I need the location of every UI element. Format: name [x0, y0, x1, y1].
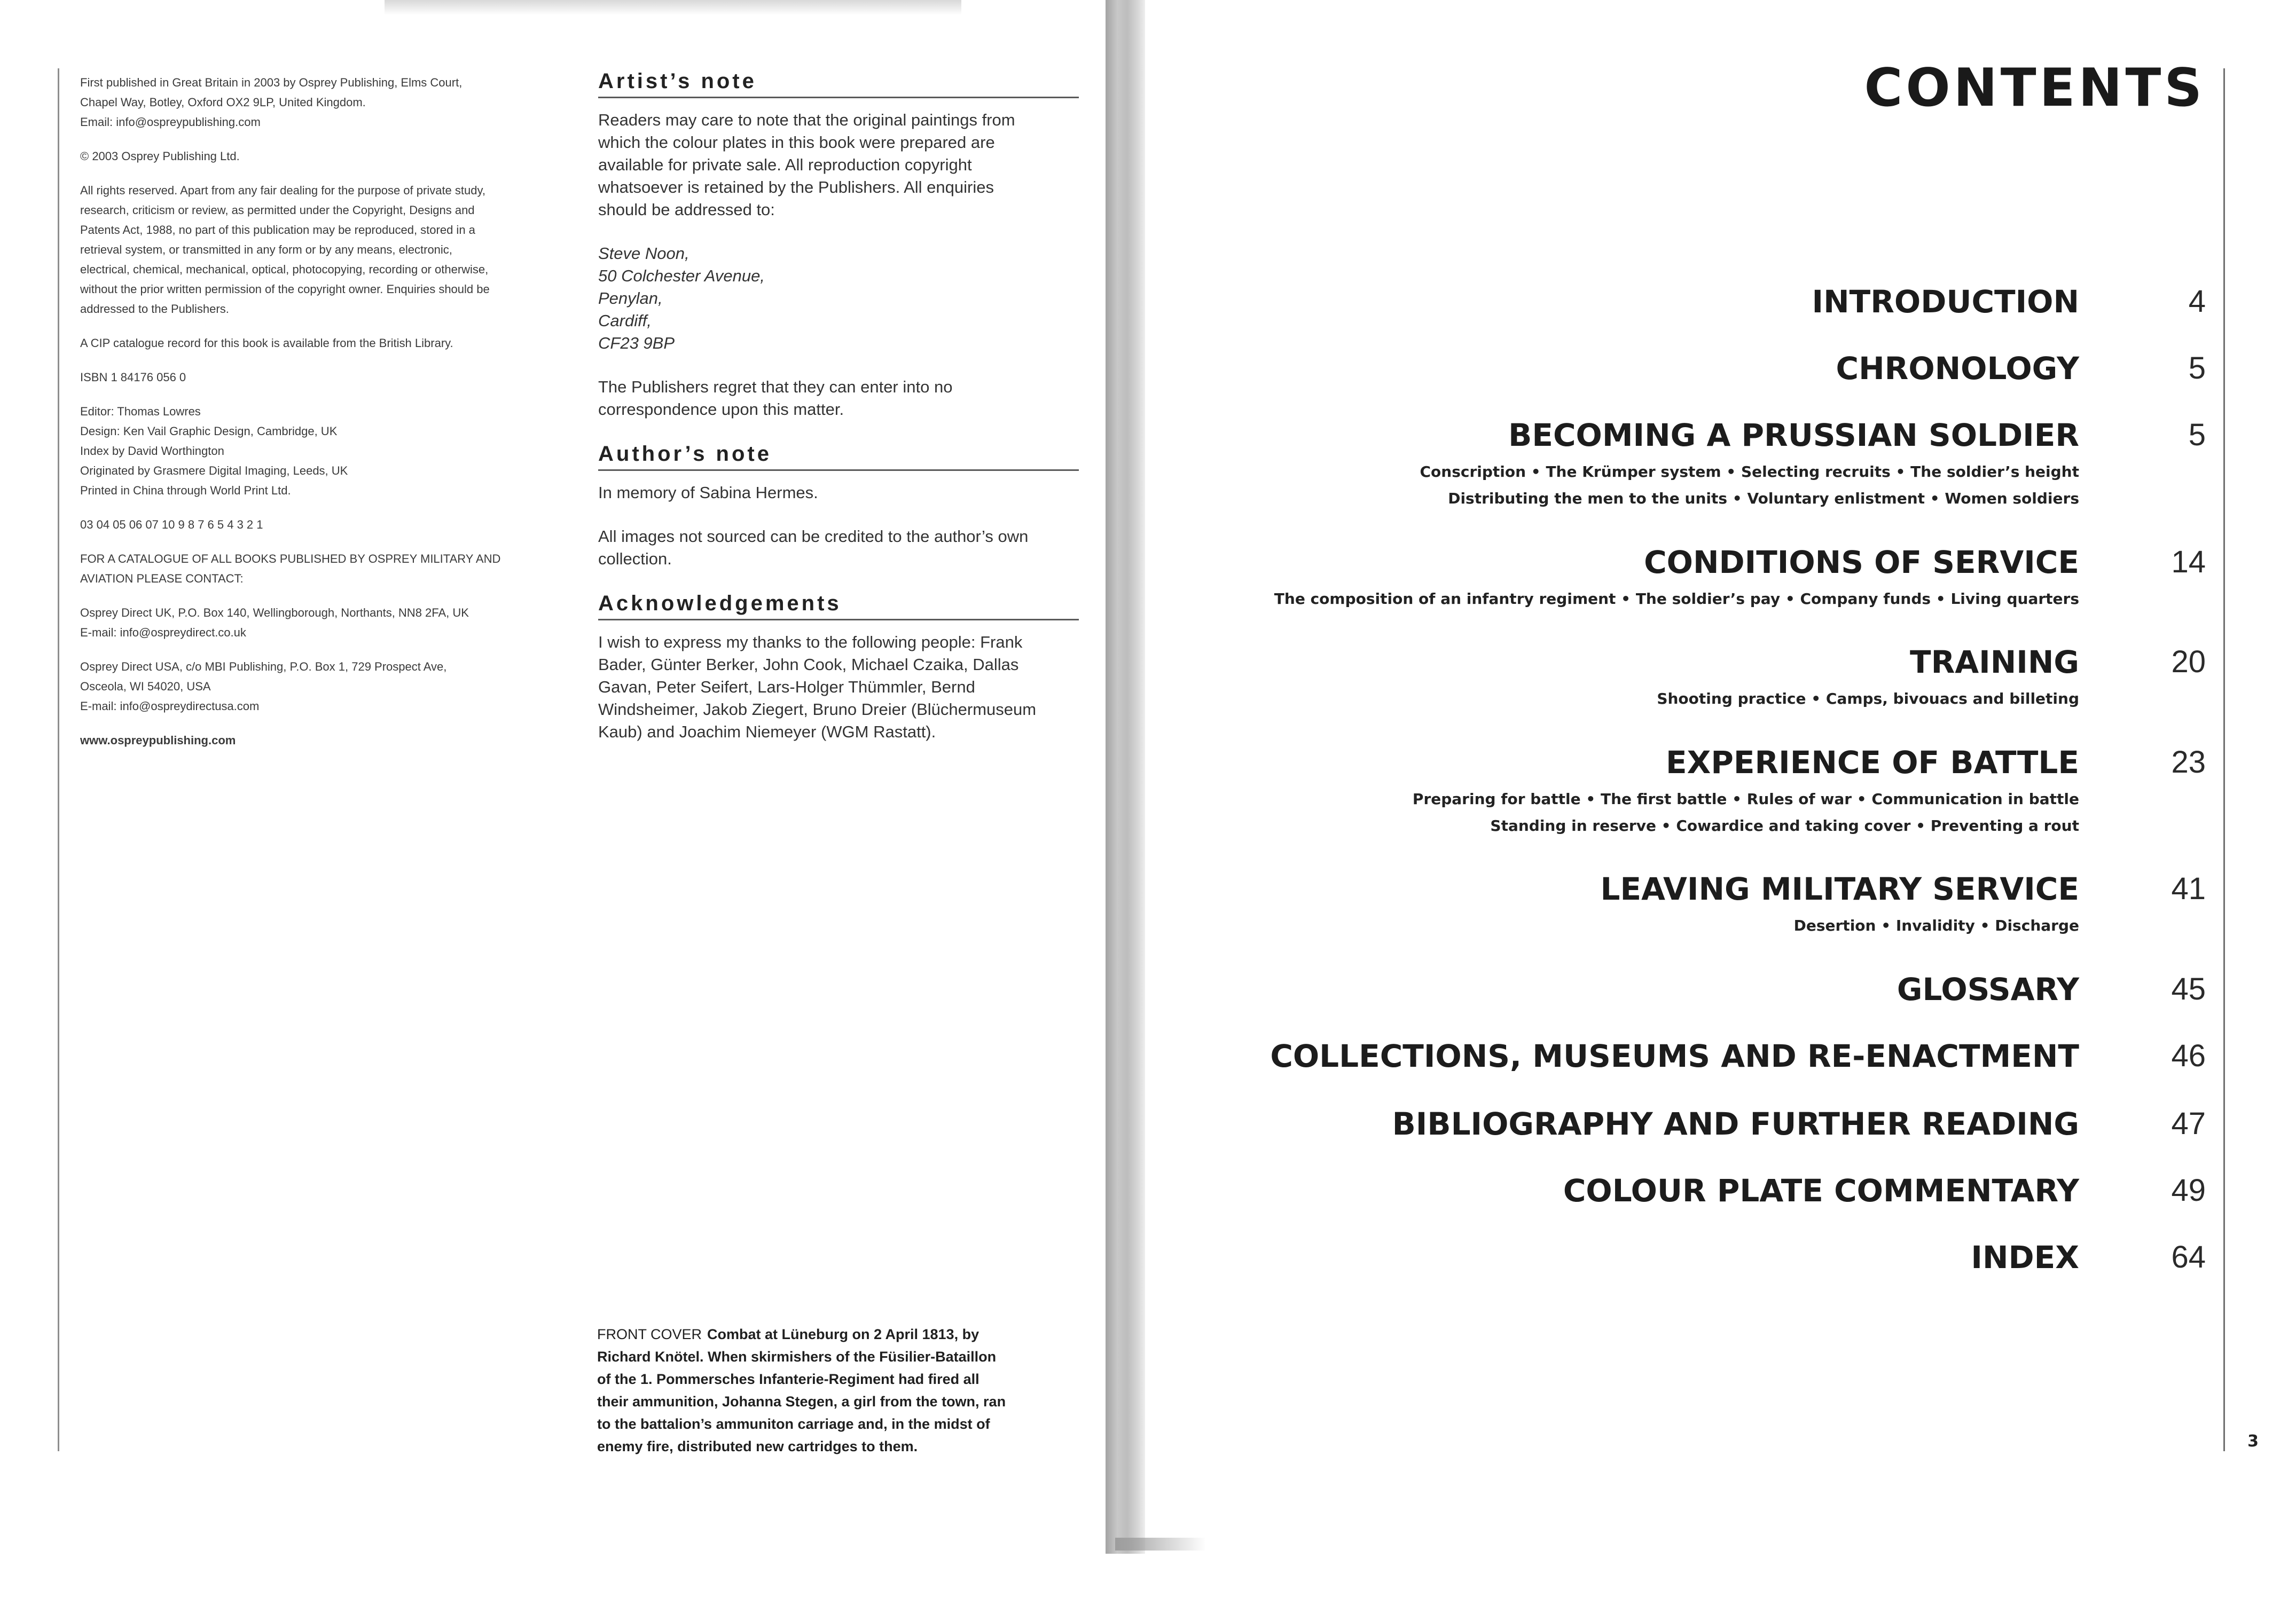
toc-entry-page: 64: [2171, 1240, 2206, 1274]
address-line: CF23 9BP: [598, 334, 675, 352]
toc-entry-title: CHRONOLOGY: [1836, 350, 2079, 387]
acknowledgements-line: Windsheimer, Jakob Ziegert, Bruno Dreier (Blüchermuseum: [598, 700, 1037, 719]
closing-line: correspondence upon this matter.: [598, 400, 844, 419]
copyright-paragraph: [80, 367, 561, 387]
copyright-line: All rights reserved. Apart from any fair dealing for the purpose of private study,: [80, 184, 485, 197]
toc-entry-subtopics: Desertion • Invalidity • Discharge: [1793, 917, 2079, 934]
gutter-shadow-bottom: [1115, 1538, 1206, 1551]
address-line: Steve Noon,: [598, 244, 689, 263]
publisher-website: www.ospreypublishing.com: [80, 734, 236, 747]
copyright-line: research, criticism or review, as permitted under the Copyright, Designs and: [80, 203, 475, 217]
toc-entry-page: 47: [2171, 1106, 2206, 1141]
copyright-paragraph: [80, 146, 561, 166]
toc-entry-page: 45: [2171, 972, 2206, 1006]
artists-note-line: should be addressed to:: [598, 200, 775, 219]
authors-note-body: [598, 482, 1079, 570]
toc-entry-page: 23: [2171, 745, 2206, 780]
contents-title: CONTENTS: [1864, 58, 2205, 119]
address-line: Penylan,: [598, 289, 663, 308]
toc-entry-title: INDEX: [1971, 1239, 2079, 1276]
copyright-line: E-mail: info@ospreydirect.co.uk: [80, 626, 246, 639]
artists-address: [598, 242, 1079, 355]
copyright-line: © 2003 Osprey Publishing Ltd.: [80, 149, 240, 163]
artists-note-line: Readers may care to note that the original paintings from: [598, 111, 1015, 129]
copyright-line: Printed in China through World Print Ltd.: [80, 484, 291, 497]
copyright-paragraph: [80, 657, 561, 716]
acknowledgements-line: I wish to express my thanks to the following people: Frank: [598, 633, 1023, 651]
authors-note-paragraph: [598, 482, 1079, 504]
toc-entry-title: INTRODUCTION: [1812, 284, 2079, 320]
copyright-line: A CIP catalogue record for this book is available from the British Library.: [80, 336, 453, 350]
toc-entry-page: 20: [2171, 644, 2206, 679]
toc-entry-page: 41: [2171, 871, 2206, 906]
copyright-paragraph: [80, 180, 561, 319]
artists-note-line: whatsoever is retained by the Publishers. All enquiries: [598, 178, 994, 196]
toc-entry-subtopics: Conscription • The Krümper system • Selecting recruits • The soldier’s height: [1420, 463, 2079, 481]
copyright-line: electrical, chemical, mechanical, optical, photocopying, recording or otherwise,: [80, 263, 489, 276]
acknowledgements-line: Kaub) and Joachim Niemeyer (WGM Rastatt).: [598, 722, 936, 741]
front-cover-line: Combat at Lüneburg on 2 April 1813, by: [707, 1326, 979, 1342]
front-cover-line: their ammunition, Johanna Stegen, a girl from the town, ran: [597, 1394, 1006, 1410]
address-line: Cardiff,: [598, 311, 652, 330]
authors-note-paragraph: [598, 525, 1079, 570]
toc-entry-subtopics: Standing in reserve • Cowardice and taking cover • Preventing a rout: [1490, 817, 2079, 835]
toc-entry-page: 4: [2188, 284, 2206, 319]
front-cover-line: Richard Knötel. When skirmishers of the Füsilier-Bataillon: [597, 1349, 997, 1365]
toc-entry-page: 5: [2188, 418, 2206, 452]
copyright-line: E-mail: info@ospreydirectusa.com: [80, 699, 260, 713]
authors-note-line: In memory of Sabina Hermes.: [598, 483, 818, 502]
authors-note-line: All images not sourced can be credited to the author’s own: [598, 527, 1029, 546]
copyright-line: Patents Act, 1988, no part of this publication may be reproduced, stored in a: [80, 223, 475, 237]
toc-entry-page: 5: [2188, 351, 2206, 385]
address-line: 50 Colchester Avenue,: [598, 266, 765, 285]
copyright-line: Osprey Direct USA, c/o MBI Publishing, P.O. Box 1, 729 Prospect Ave,: [80, 660, 447, 673]
closing-line: The Publishers regret that they can enter into no: [598, 377, 953, 396]
copyright-line: Email: info@ospreypublishing.com: [80, 115, 261, 129]
toc-entry-subtopics: Shooting practice • Camps, bivouacs and billeting: [1657, 690, 2079, 707]
copyright-line: Osprey Direct UK, P.O. Box 140, Wellingborough, Northants, NN8 2FA, UK: [80, 606, 469, 619]
copyright-line: Index by David Worthington: [80, 444, 224, 458]
front-cover-line: of the 1. Pommersches Infanterie-Regiment had fired all: [597, 1371, 979, 1387]
copyright-paragraph: [80, 549, 561, 588]
toc-entry-subtopics: The composition of an infantry regiment • The soldier’s pay • Company funds • Living quarters: [1274, 590, 2079, 608]
book-gutter: [1106, 0, 1145, 1554]
copyright-line: AVIATION PLEASE CONTACT:: [80, 572, 244, 585]
artists-note-heading: Artist’s note: [598, 69, 1079, 98]
front-cover-line: enemy fire, distributed new cartridges to them.: [597, 1438, 918, 1454]
copyright-paragraph: [80, 402, 561, 500]
artists-note-closing: [598, 376, 1079, 421]
copyright-line: Osceola, WI 54020, USA: [80, 680, 211, 693]
copyright-line: Chapel Way, Botley, Oxford OX2 9LP, United Kingdom.: [80, 96, 366, 109]
toc-entry-subtopics: Distributing the men to the units • Voluntary enlistment • Women soldiers: [1448, 490, 2079, 507]
toc-entry-page: 14: [2171, 545, 2206, 579]
toc-entry-subtopics: Preparing for battle • The first battle • Rules of war • Communication in battle: [1412, 790, 2079, 808]
toc-entry-title: LEAVING MILITARY SERVICE: [1600, 871, 2079, 907]
front-cover-text: [597, 1326, 1006, 1454]
acknowledgements-line: Gavan, Peter Seifert, Lars-Holger Thümmler, Bernd: [598, 678, 975, 696]
page-number: 3: [2247, 1432, 2259, 1451]
front-cover-line: to the battalion’s ammuniton carriage and, in the midst of: [597, 1416, 990, 1432]
front-cover-caption: [597, 1323, 1078, 1458]
left-page-rule: [58, 68, 59, 1451]
copyright-line: without the prior written permission of the copyright owner. Enquiries should be: [80, 282, 490, 296]
toc-entry-title: EXPERIENCE OF BATTLE: [1666, 744, 2079, 781]
copyright-line: FOR A CATALOGUE OF ALL BOOKS PUBLISHED BY OSPREY MILITARY AND: [80, 552, 501, 565]
copyright-line: addressed to the Publishers.: [80, 302, 229, 316]
toc-entry-title: TRAINING: [1910, 644, 2079, 680]
copyright-paragraph: [80, 73, 561, 132]
copyright-line: First published in Great Britain in 2003 by Osprey Publishing, Elms Court,: [80, 76, 463, 89]
copyright-line: Editor: Thomas Lowres: [80, 405, 201, 418]
toc-entry-title: GLOSSARY: [1897, 971, 2079, 1008]
acknowledgements-heading: Acknowledgements: [598, 592, 1079, 620]
copyright-line: ISBN 1 84176 056 0: [80, 371, 186, 384]
acknowledgements-line: Bader, Günter Berker, John Cook, Michael Czaika, Dallas: [598, 655, 1019, 674]
copyright-line: Design: Ken Vail Graphic Design, Cambridge, UK: [80, 424, 338, 438]
toc-entry-title: COLLECTIONS, MUSEUMS AND RE-ENACTMENT: [1270, 1038, 2079, 1074]
artists-note-paragraph: [598, 109, 1079, 221]
authors-note-heading: Author’s note: [598, 442, 1079, 471]
scan-shadow-top: [385, 0, 961, 15]
notes-column: [598, 69, 1079, 765]
copyright-paragraph: [80, 515, 561, 534]
copyright-line: retrieval system, or transmitted in any form or by any means, electronic,: [80, 243, 452, 256]
copyright-paragraph: [80, 603, 561, 642]
front-cover-label: FRONT COVER: [597, 1326, 702, 1342]
artists-note-line: which the colour plates in this book were prepared are: [598, 133, 995, 152]
copyright-block: [80, 73, 561, 765]
authors-note-line: collection.: [598, 549, 672, 568]
right-page-rule: [2223, 68, 2225, 1451]
toc-entry-page: 49: [2171, 1173, 2206, 1208]
copyright-line: Originated by Grasmere Digital Imaging, Leeds, UK: [80, 464, 348, 477]
toc-entry-page: 46: [2171, 1038, 2206, 1073]
artists-note-line: available for private sale. All reproduction copyright: [598, 155, 972, 174]
toc-entry-title: BIBLIOGRAPHY AND FURTHER READING: [1392, 1106, 2079, 1142]
copyright-line: 03 04 05 06 07 10 9 8 7 6 5 4 3 2 1: [80, 518, 263, 531]
acknowledgements-paragraph: [598, 631, 1079, 743]
toc-entry-title: COLOUR PLATE COMMENTARY: [1563, 1173, 2079, 1209]
toc-entry-title: BECOMING A PRUSSIAN SOLDIER: [1508, 417, 2079, 453]
copyright-paragraph: [80, 333, 561, 353]
toc-entry-title: CONDITIONS OF SERVICE: [1644, 544, 2079, 580]
